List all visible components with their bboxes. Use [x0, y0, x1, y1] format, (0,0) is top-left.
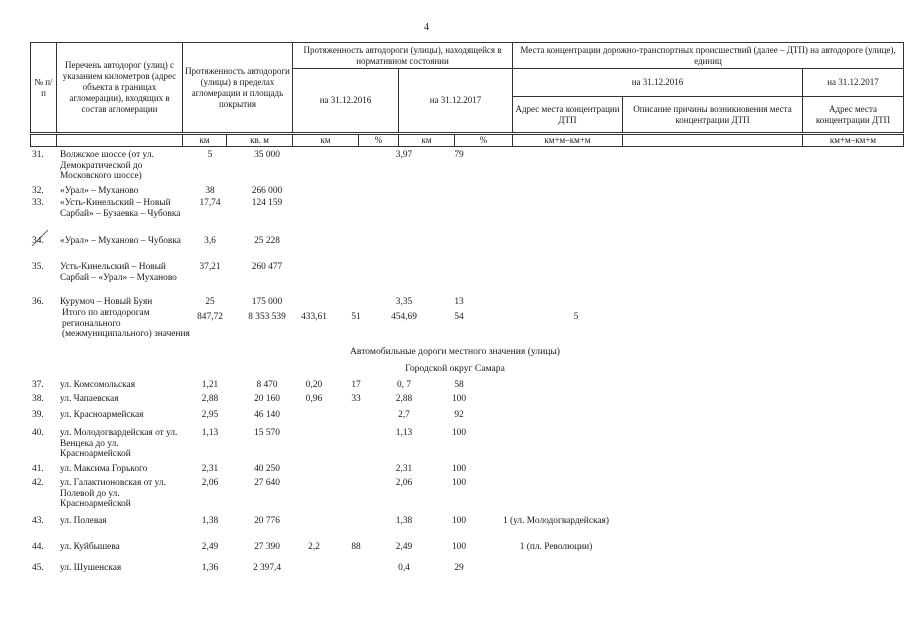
header-dtp-2017: на 31.12.2017	[803, 69, 904, 97]
norm-percent-2017: 58	[454, 380, 464, 390]
page-number: 4	[424, 22, 429, 33]
header-num: № п/п	[31, 43, 57, 133]
road-name: ул. Галактионовская от ул. Полевой до ул. Красноармейской	[60, 478, 166, 510]
row-number: 34.	[32, 236, 44, 246]
norm-km-2017: 3,97	[395, 150, 413, 160]
header-name: Перечень автодорог (улиц) с указанием километров (адрес объекта в границах агломерации), входящих в состав агломерации	[57, 43, 183, 133]
road-name: ул. Куйбышева	[60, 542, 120, 552]
norm-km-2016: 0,96	[305, 394, 323, 404]
norm-percent-2016: 88	[351, 542, 361, 552]
section-local-roads: Автомобильные дороги местного значения (улицы)	[350, 346, 560, 357]
dtp-address: 5	[573, 312, 579, 322]
length-km: 1,36	[201, 563, 219, 573]
norm-percent-2017: 13	[454, 297, 464, 307]
norm-percent-2017: 100	[451, 478, 467, 488]
row-number: 39.	[32, 410, 44, 420]
area-m2: 25 228	[254, 236, 280, 246]
area-m2: 20 160	[254, 394, 280, 404]
unit-addr-2016: км+м–км+м	[513, 135, 623, 147]
area-m2: 27 640	[254, 478, 280, 488]
unit-km-2017: км	[399, 135, 455, 147]
area-m2: 35 000	[254, 150, 280, 160]
norm-km-2016: 2,2	[308, 542, 320, 552]
length-km: 2,31	[201, 464, 219, 474]
norm-percent-2016: 33	[351, 394, 361, 404]
area-m2: 46 140	[254, 410, 280, 420]
norm-percent-2016: 51	[351, 312, 361, 322]
road-name: ул. Полевая	[60, 516, 107, 526]
length-km: 2,88	[201, 394, 219, 404]
norm-percent-2017: 100	[451, 428, 467, 438]
norm-km-2017: 1,38	[395, 516, 413, 526]
length-km: 1,38	[201, 516, 219, 526]
norm-km-2017: 2,49	[395, 542, 413, 552]
road-name: Усть-Кинельский – Новый Сарбай – «Урал» – Муханово	[60, 262, 177, 283]
area-m2: 20 776	[254, 516, 280, 526]
area-m2: 175 000	[251, 297, 283, 307]
area-m2: 260 477	[251, 262, 283, 272]
area-m2: 15 570	[254, 428, 280, 438]
road-name: Волжское шоссе (от ул. Демократической до Московского шоссе)	[60, 150, 154, 182]
header-dtp: Места концентрации дорожно-транспортных происшествий (далее – ДТП) на автодороге (улице), единиц	[513, 43, 904, 69]
unit-percent-2016: %	[359, 135, 399, 147]
length-km: 847,72	[197, 312, 223, 322]
area-m2: 8 470	[256, 380, 278, 390]
norm-km-2017: 2,88	[395, 394, 413, 404]
row-number: 37.	[32, 380, 44, 390]
norm-percent-2017: 100	[451, 394, 467, 404]
row-number: 42.	[32, 478, 44, 488]
road-name: ул. Шушенская	[60, 563, 122, 573]
length-km: 25	[205, 297, 215, 307]
norm-percent-2017: 100	[451, 464, 467, 474]
row-number: 31.	[32, 150, 44, 160]
header-norm: Протяженность автодороги (улицы), находящейся в нормативном состоянии	[293, 43, 513, 69]
length-km: 3,6	[204, 236, 216, 246]
road-name: «Урал» – Муханово	[60, 186, 139, 196]
length-km: 2,49	[201, 542, 219, 552]
norm-km-2017: 3,35	[395, 297, 413, 307]
unit-m2: кв. м	[227, 135, 293, 147]
row-number: 35.	[32, 262, 44, 272]
header-addr-2016: Адрес места концентрации ДТП	[513, 97, 623, 133]
length-km: 1,21	[201, 380, 219, 390]
norm-km-2017: 2,31	[395, 464, 413, 474]
header-cause-2016: Описание причины возникновения места концентрации ДТП	[623, 97, 803, 133]
norm-percent-2016: 17	[351, 380, 361, 390]
norm-km-2017: 2,7	[398, 410, 410, 420]
road-name: Итого по автодорогам регионального (межмуниципального) значения	[62, 308, 190, 340]
header-date-2017: на 31.12.2017	[399, 69, 513, 133]
area-m2: 8 353 539	[248, 312, 286, 322]
area-m2: 27 390	[254, 542, 280, 552]
area-m2: 124 159	[251, 198, 283, 208]
header-addr-2017: Адрес места концентрации ДТП	[803, 97, 904, 133]
row-number: 38.	[32, 394, 44, 404]
header-date-2016: на 31.12.2016	[293, 69, 399, 133]
dtp-address: 1 (ул. Молодогвардейская)	[502, 516, 609, 526]
road-name: «Усть-Кинельский – Новый Сарбай» – Бузаевка – Чубовка	[60, 198, 181, 219]
area-m2: 2 397,4	[252, 563, 282, 573]
norm-percent-2017: 79	[454, 150, 464, 160]
road-name: ул. Красноармейская	[60, 410, 144, 420]
length-km: 2,95	[201, 410, 219, 420]
row-number: 45.	[32, 563, 44, 573]
units-empty-cause	[623, 135, 803, 147]
unit-percent-2017: %	[455, 135, 513, 147]
road-name: ул. Чапаевская	[60, 394, 119, 404]
length-km: 1,13	[201, 428, 219, 438]
area-m2: 266 000	[251, 186, 283, 196]
norm-km-2016: 433,61	[301, 312, 327, 322]
table-units-row	[30, 134, 904, 147]
norm-percent-2017: 54	[454, 312, 464, 322]
norm-km-2017: 0, 7	[396, 380, 412, 390]
length-km: 37,21	[199, 262, 221, 272]
norm-percent-2017: 29	[454, 563, 464, 573]
row-number: 40.	[32, 428, 44, 438]
unit-km: км	[183, 135, 227, 147]
road-name: ул. Максима Горького	[60, 464, 148, 474]
road-name: «Урал» – Муханово – Чубовка	[60, 236, 181, 246]
header-length: Протяженность автодороги (улицы) в пределах агломерации и площадь покрытия	[183, 43, 293, 133]
norm-km-2017: 2,06	[395, 478, 413, 488]
row-number: 43.	[32, 516, 44, 526]
dtp-address: 1 (пл. Революции)	[519, 542, 593, 552]
length-km: 38	[205, 186, 215, 196]
norm-km-2016: 0,20	[305, 380, 323, 390]
units-empty-name	[57, 135, 183, 147]
road-name: Курумоч – Новый Буян	[60, 297, 153, 307]
unit-km-2016: км	[293, 135, 359, 147]
length-km: 17,74	[199, 198, 221, 208]
road-name: ул. Молодогвардейская от ул. Венцека до ул. Красноармейской	[60, 428, 178, 460]
norm-km-2017: 1,13	[395, 428, 413, 438]
area-m2: 40 250	[254, 464, 280, 474]
row-number: 44.	[32, 542, 44, 552]
norm-km-2017: 0,4	[398, 563, 410, 573]
norm-percent-2017: 100	[451, 516, 467, 526]
row-number: 33.	[32, 198, 44, 208]
unit-addr-2017: км+м–км+м	[803, 135, 904, 147]
row-number: 32.	[32, 186, 44, 196]
units-empty-num	[31, 135, 57, 147]
norm-percent-2017: 100	[451, 542, 467, 552]
pen-mark	[30, 228, 60, 248]
length-km: 5	[207, 150, 213, 160]
norm-km-2017: 454,69	[391, 312, 417, 322]
table-header	[30, 42, 904, 133]
header-dtp-2016: на 31.12.2016	[513, 69, 803, 97]
row-number: 41.	[32, 464, 44, 474]
row-number: 36.	[32, 297, 44, 307]
road-name: ул. Комсомольская	[60, 380, 136, 390]
section-samara: Городской округ Самара	[405, 363, 505, 374]
norm-percent-2017: 92	[454, 410, 464, 420]
length-km: 2,06	[201, 478, 219, 488]
